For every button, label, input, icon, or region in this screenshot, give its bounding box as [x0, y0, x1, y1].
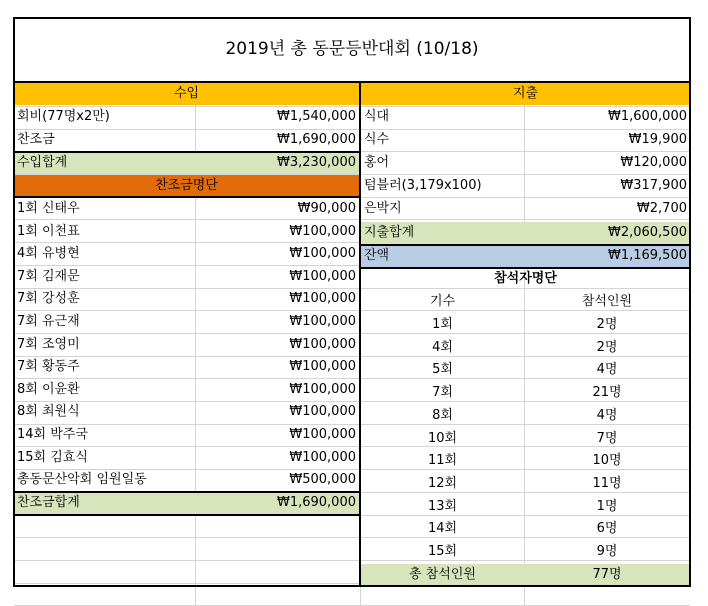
- donor-amount[interactable]: ₩100,000: [289, 246, 356, 262]
- donor-name[interactable]: 총동문산악회 임원일동: [17, 472, 147, 488]
- attendance-count[interactable]: 4명: [596, 362, 618, 378]
- donor-name[interactable]: 7회 김재문: [17, 268, 80, 284]
- attendance-count[interactable]: 2명: [596, 317, 618, 332]
- donor-amount[interactable]: ₩90,000: [297, 201, 356, 216]
- attendance-class[interactable]: 12회: [427, 475, 458, 491]
- center-divider: [359, 81, 361, 587]
- expense-label[interactable]: 은박지: [364, 201, 402, 216]
- donor-amount[interactable]: ₩100,000: [289, 314, 356, 329]
- donors-total-label[interactable]: 찬조금합계: [14, 492, 195, 514]
- outer-border-right: [689, 17, 691, 587]
- balance-top-border: [359, 244, 691, 246]
- donors-total-amount[interactable]: ₩1,690,000: [195, 492, 359, 514]
- donor-amount[interactable]: ₩500,000: [289, 472, 356, 488]
- donor-name[interactable]: 1회 이천표: [17, 223, 80, 239]
- income-label[interactable]: 찬조금: [17, 132, 55, 147]
- expense-total-label[interactable]: 지출합계: [361, 222, 524, 244]
- attendance-count[interactable]: 10명: [592, 453, 622, 469]
- attendance-total-count[interactable]: 77명: [524, 564, 690, 586]
- attendance-class[interactable]: 10회: [427, 430, 458, 446]
- attendance-col-count[interactable]: 참석인원: [581, 294, 633, 309]
- outer-border-bottom: [13, 585, 691, 587]
- expense-label[interactable]: 식수: [364, 132, 390, 147]
- attendance-class[interactable]: 5회: [432, 362, 453, 378]
- donor-amount[interactable]: ₩100,000: [289, 359, 356, 375]
- sheet-title[interactable]: 2019년 총 동문등반대회 (10/18): [225, 39, 479, 59]
- donor-amount[interactable]: ₩100,000: [289, 291, 356, 307]
- attendance-header[interactable]: 참석자명단: [494, 271, 557, 286]
- expense-label[interactable]: 텀블러(3,179x100): [364, 178, 482, 193]
- attendance-count[interactable]: 2명: [596, 339, 618, 355]
- donor-amount[interactable]: ₩100,000: [289, 268, 356, 284]
- attendance-class[interactable]: 4회: [432, 339, 453, 355]
- balance-amount[interactable]: ₩1,169,500: [524, 245, 690, 267]
- expense-label[interactable]: 식대: [364, 109, 390, 124]
- outer-border-top: [13, 17, 691, 19]
- attendance-class[interactable]: 11회: [427, 453, 458, 469]
- donor-name[interactable]: 7회 황동주: [17, 359, 80, 375]
- attendance-count[interactable]: 9명: [596, 544, 618, 559]
- donor-amount[interactable]: ₩100,000: [289, 404, 356, 420]
- donor-name[interactable]: 4회 유병현: [17, 246, 80, 262]
- balance-bottom-border: [359, 267, 691, 269]
- income-header[interactable]: 수입: [14, 83, 359, 105]
- income-total-label[interactable]: 수입합계: [14, 152, 195, 174]
- donor-amount[interactable]: ₩100,000: [289, 427, 356, 442]
- expense-amount[interactable]: ₩120,000: [620, 155, 687, 170]
- donor-name[interactable]: 8회 이윤환: [17, 381, 80, 397]
- donor-header-border: [13, 196, 361, 198]
- donor-total-top-border: [13, 491, 361, 493]
- attendance-class[interactable]: 8회: [432, 407, 453, 423]
- attendance-col-class[interactable]: 기수: [429, 294, 456, 309]
- donor-name[interactable]: 7회 강성훈: [17, 291, 80, 307]
- donor-name[interactable]: 7회 유근재: [17, 314, 80, 329]
- expense-label[interactable]: 홍어: [364, 155, 390, 170]
- donor-amount[interactable]: ₩100,000: [289, 223, 356, 239]
- donor-name[interactable]: 14회 박주국: [17, 427, 88, 442]
- donor-total-bottom-border: [13, 514, 361, 516]
- donor-name[interactable]: 7회 조영미: [17, 336, 80, 352]
- attendance-count[interactable]: 1명: [596, 498, 618, 514]
- attendance-class[interactable]: 14회: [427, 521, 458, 537]
- income-amount[interactable]: ₩1,540,000: [276, 109, 356, 124]
- income-amount[interactable]: ₩1,690,000: [276, 132, 356, 147]
- donor-amount[interactable]: ₩100,000: [289, 449, 356, 465]
- attendance-total-label[interactable]: 총 참석인원: [361, 564, 524, 586]
- attendance-class[interactable]: 13회: [427, 498, 458, 514]
- expense-total-amount[interactable]: ₩2,060,500: [524, 222, 690, 244]
- income-label[interactable]: 회비(77명x2만): [17, 109, 110, 124]
- balance-label[interactable]: 잔액: [361, 245, 524, 267]
- attendance-class[interactable]: 1회: [432, 317, 453, 332]
- expense-amount[interactable]: ₩2,700: [636, 201, 687, 216]
- donor-amount[interactable]: ₩100,000: [289, 336, 356, 352]
- title-divider: [13, 81, 691, 83]
- income-total-amount[interactable]: ₩3,230,000: [195, 152, 359, 174]
- attendance-count[interactable]: 7명: [596, 430, 618, 446]
- donors-header[interactable]: 찬조금명단: [14, 175, 359, 197]
- donor-amount[interactable]: ₩100,000: [289, 381, 356, 397]
- income-total-border: [13, 151, 361, 153]
- outer-border-left: [13, 17, 15, 587]
- expense-amount[interactable]: ₩19,900: [628, 132, 687, 147]
- expense-amount[interactable]: ₩1,600,000: [607, 109, 687, 124]
- attendance-count[interactable]: 6명: [596, 521, 618, 537]
- donor-name[interactable]: 15회 김효식: [17, 449, 88, 465]
- expense-amount[interactable]: ₩317,900: [620, 178, 687, 193]
- expense-header[interactable]: 지출: [361, 83, 690, 105]
- donor-name[interactable]: 8회 최원식: [17, 404, 80, 420]
- attendance-count[interactable]: 4명: [596, 407, 618, 423]
- donor-name[interactable]: 1회 신태우: [17, 201, 80, 216]
- attendance-count[interactable]: 11명: [592, 475, 622, 491]
- attendance-count[interactable]: 21명: [592, 385, 622, 401]
- attendance-class[interactable]: 7회: [432, 385, 453, 401]
- attendance-class[interactable]: 15회: [427, 544, 458, 559]
